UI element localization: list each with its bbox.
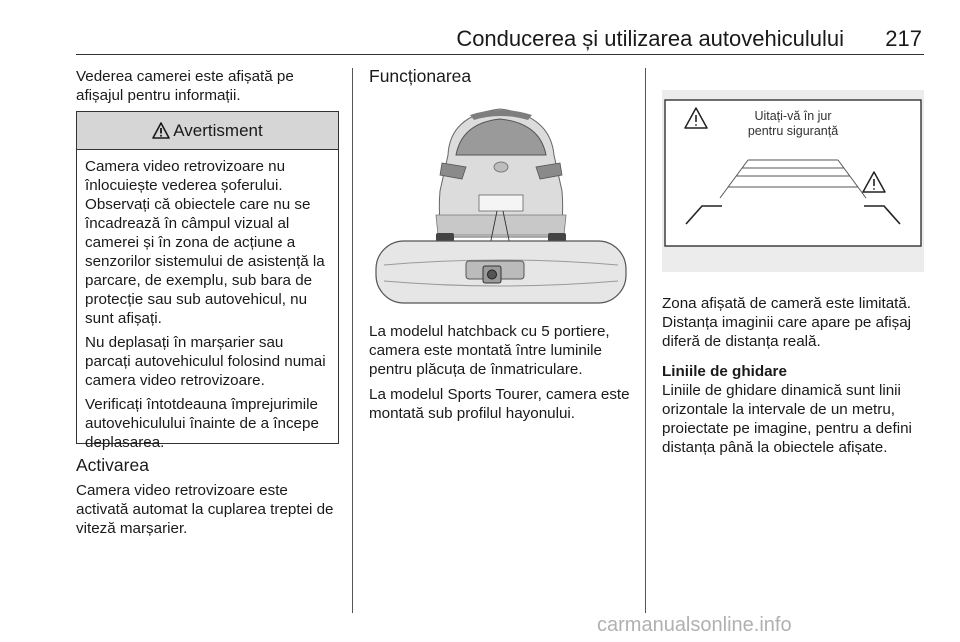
warning-paragraph: Verificați întotdeauna împrejurimile autovehiculului înainte de a începe deplasarea. <box>85 396 319 451</box>
subheading: Liniile de ghidare <box>662 363 787 380</box>
warning-paragraph: Nu deplasați în marșarier sau parcați autovehiculul folosind numai camera video retrovizoare. <box>85 334 326 389</box>
warning-paragraph: Camera video retrovizoare nu înlocuiește vederea șoferului. Observați că obiectele care nu se încadrează în câmpul vizual al camerei și în zona de acțiune a senzorilor sistemului de asistență la parcare, de exemplu, sub bara de protecție sau sub autovehicul, nu sunt afișați. <box>85 158 325 327</box>
paragraph: La modelul hatchback cu 5 portiere, camera este montată între luminile pentru plăcuța de înmatriculare. <box>369 323 610 378</box>
warning-icon <box>152 122 170 139</box>
column-divider <box>645 68 646 613</box>
section-heading: Funcționarea <box>369 66 472 86</box>
warning-title: Avertisment <box>173 120 263 140</box>
screen-text-line2: pentru siguranță <box>747 124 839 138</box>
watermark: carmanualsonline.info <box>597 614 792 636</box>
screen-text-line1: Uitați-vă în jur <box>754 109 832 123</box>
intro-text: Vederea camerei este afișată pe afișajul pentru informații. <box>76 68 294 104</box>
section-heading: Activarea <box>76 455 149 475</box>
function-heading-block <box>369 67 637 86</box>
camera-display-illustration <box>662 90 924 272</box>
page-title: Conducerea și utilizarea autovehiculului <box>456 26 844 51</box>
page-header <box>76 20 924 55</box>
function-text <box>369 322 641 423</box>
column-3-text <box>662 294 932 457</box>
paragraph: Liniile de ghidare dinamică sunt linii orizontale la intervale de un metru, proiectate pe imagine, pentru a defini distanța până la obiectele afișate. <box>662 382 912 456</box>
warning-header <box>77 112 338 150</box>
page-number: 217 <box>885 26 922 51</box>
activation-text: Camera video retrovizoare este activată automat la cuplarea treptei de viteză marșarier. <box>76 482 334 537</box>
activation-section <box>76 456 344 538</box>
warning-box <box>76 111 339 451</box>
column-divider <box>352 68 353 613</box>
paragraph: Zona afișată de cameră este limitată. Distanța imaginii care apare pe afișaj diferă de distanța reală. <box>662 295 912 350</box>
warning-body <box>77 150 338 452</box>
column-1 <box>76 67 344 105</box>
car-rear-illustration <box>370 95 632 313</box>
paragraph: La modelul Sports Tourer, camera este montată sub profilul hayonului. <box>369 386 630 422</box>
